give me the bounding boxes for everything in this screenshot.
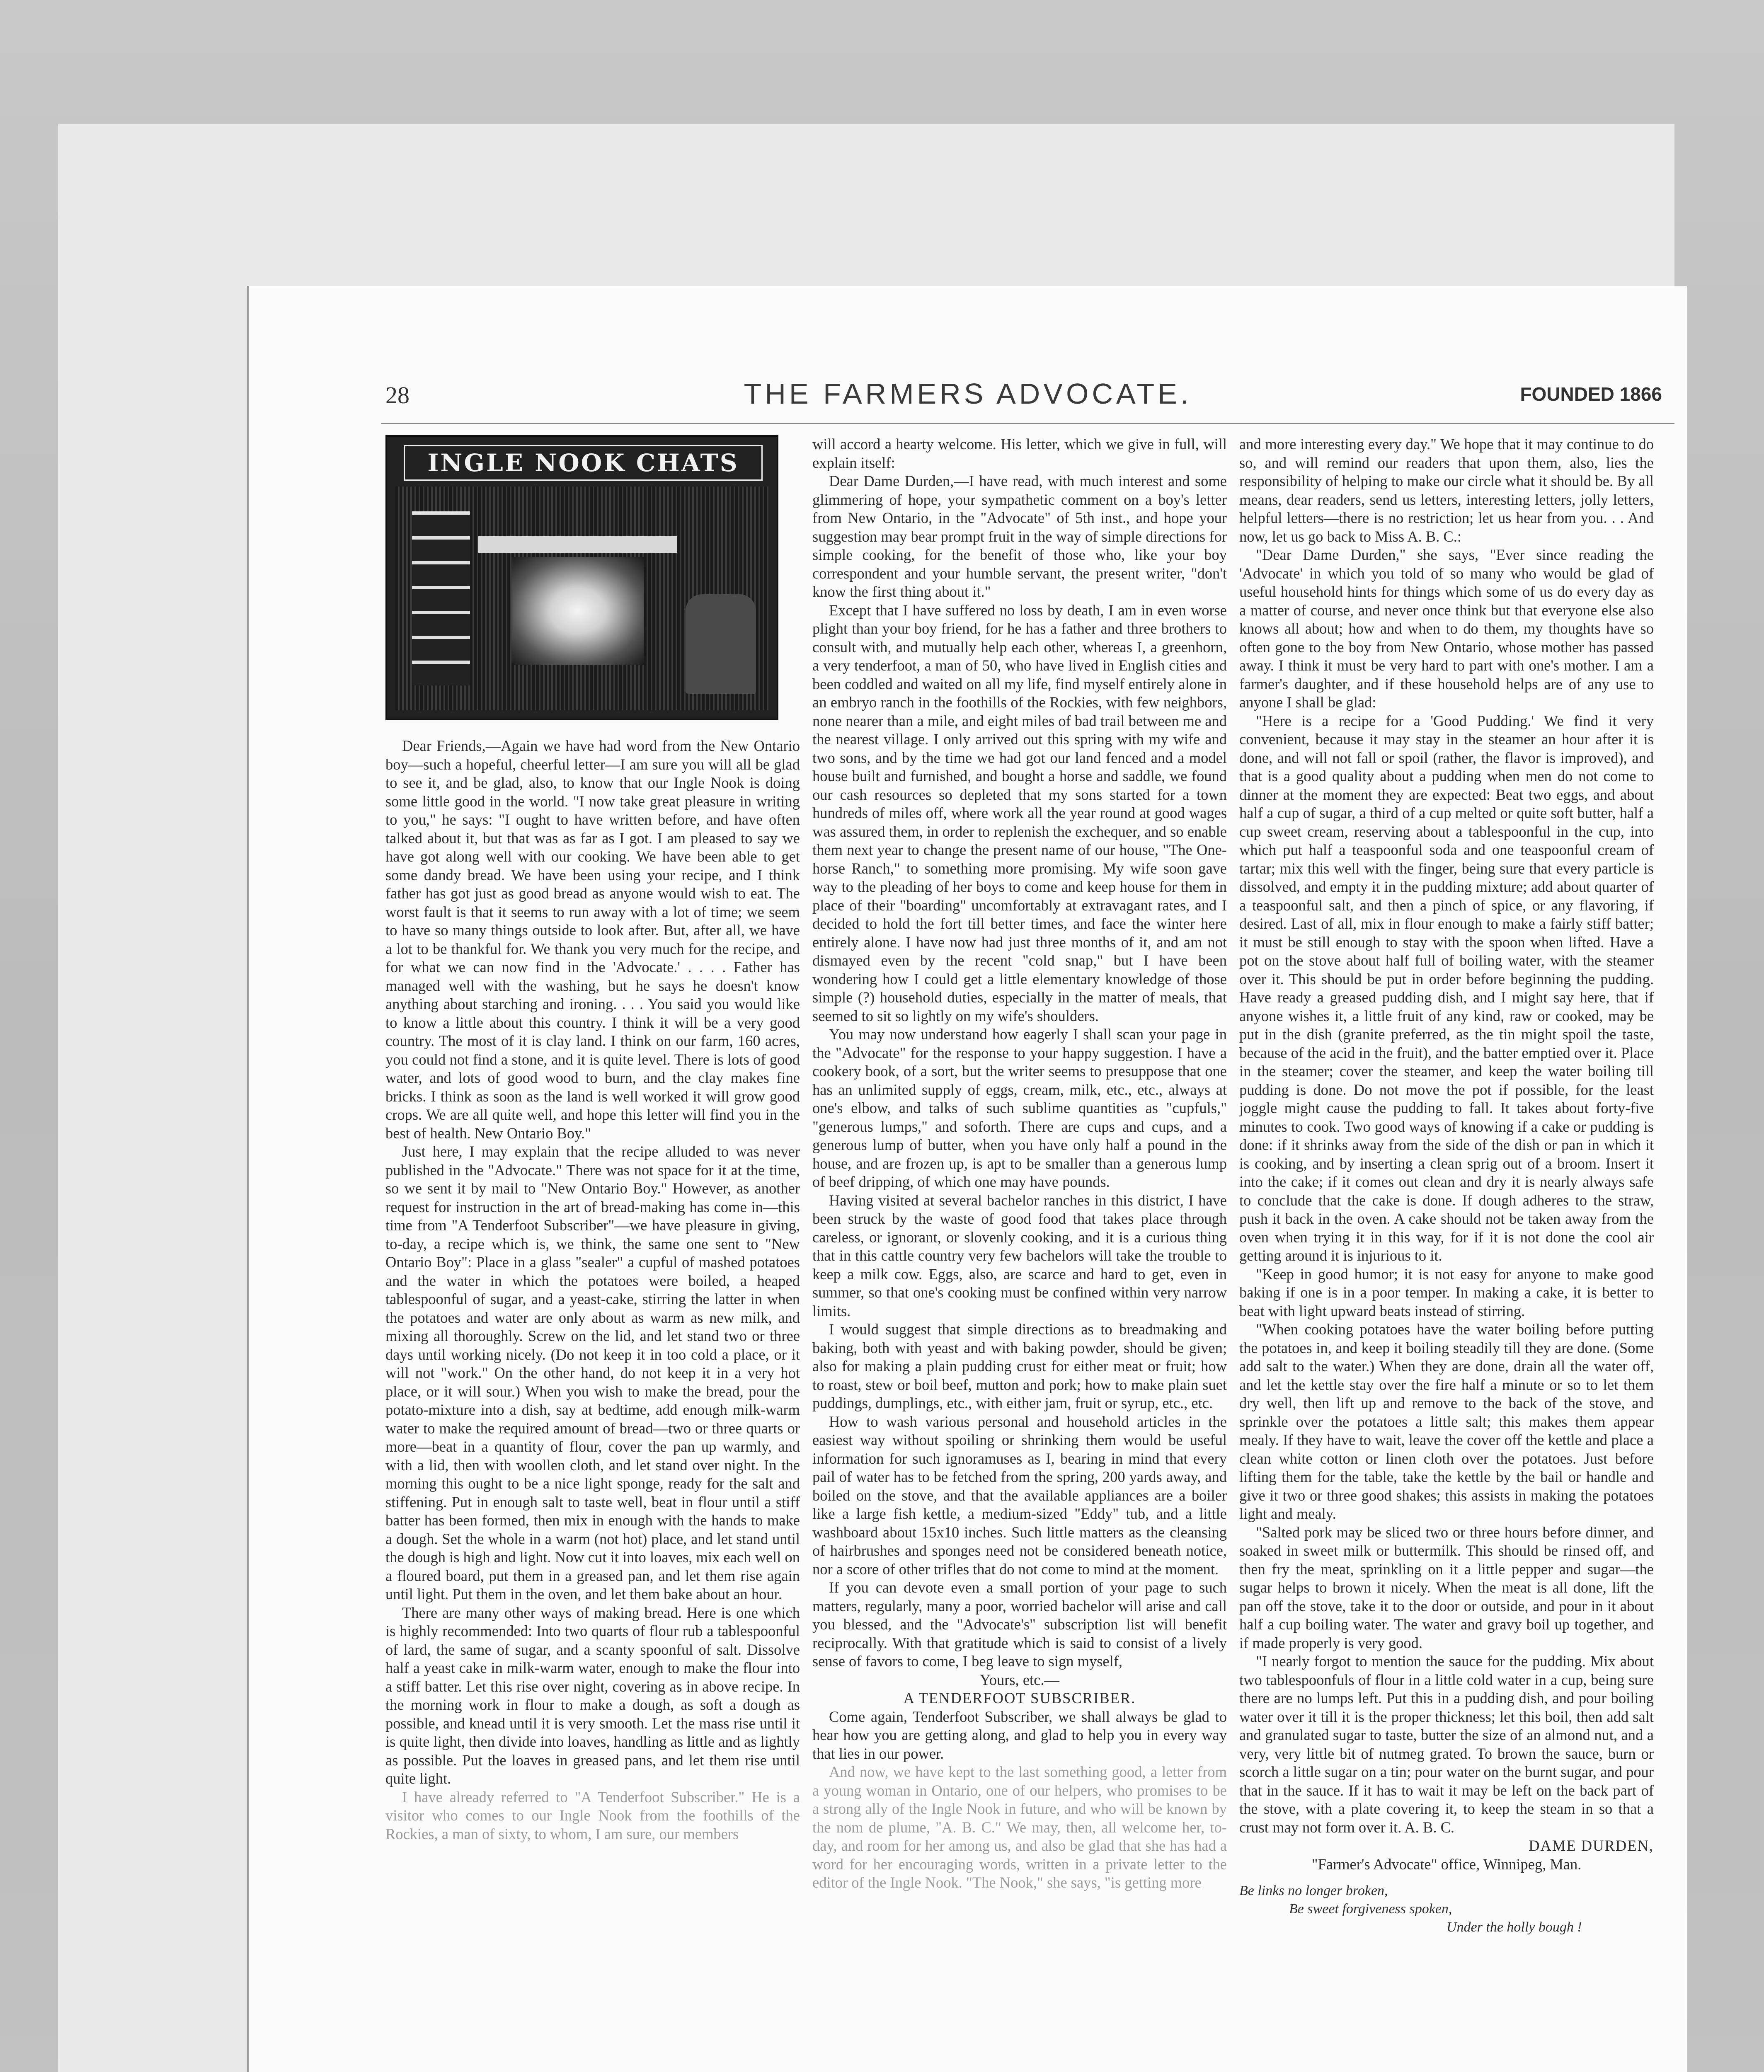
paragraph: There are many other ways of making bread. Here is one which is highly recommended: Into two quarts of flour rub a tablespoonful of lard, the same of sugar, and a scanty spoonful of salt. Dissolve half a yeast cake in milk-warm water, enough to make the flour into a stiff batter. Let this rise over night, covering as in above recipe. In the morning work in flour to make a dough, as soft a dough as possible, and knead until it is very smooth. Let the mass rise until it is quite light, then divide into loaves, handling as little and as lightly as possible. Put the loaves in greased pans, and let them rise until quite light. (385, 1604, 800, 1787)
paragraph: "I nearly forgot to mention the sauce for the pudding. Mix about two tablespoonfuls of flour in a little cold water in a cup, being sure there are no lumps left. Put this in a pudding dish, and pour boiling water over it till it is the proper thickness; let this boil, then add salt and granulated sugar to taste, butter the size of an almond nut, and a very, very little bit of nutmeg grated. To brown the sauce, burn or scorch a little sugar on a tin; pour water on the burnt sugar, and pour that in the sauce. If it has to wait it may be left on the back part of the stove, with a plate covering it, to keep the steam in so that a crust may not form over it. A. B. C. (1239, 1653, 1654, 1836)
header-rule (381, 423, 1674, 424)
paragraph: will accord a hearty welcome. His letter, which we give in full, will explain itself: (812, 436, 1227, 471)
masthead-title: THE FARMERS ADVOCATE. (744, 378, 1192, 410)
paragraph: How to wash various personal and household articles in the easiest way without spoiling or shrinking them would be useful information for such ignoramuses as I, bearing in mind that every pail of water has to be fetched from the spring, 200 yards away, and boiled on the stove, and that the available appliances are a boiler like a large fish kettle, a medium-sized "Eddy" tub, and a little washboard about 15x10 inches. Such little matters as the cleansing of hairbrushes and sponges need not be considered beneath notice, nor a score of other trifles that do not come to mind at the moment. (812, 1413, 1227, 1578)
column-2 (812, 435, 1227, 1892)
letter-closing: Yours, etc.— (980, 1671, 1059, 1688)
paragraph: Dear Friends,—Again we have had word from the New Ontario boy—such a hopeful, cheerful letter—I am sure you will all be glad to see it, and be glad, also, to know that our Ingle Nook is doing some little good in the world. "I now take great pleasure in writing to you," he says: "I ought to have written before, and have often talked about it, but that was as far as I got. I am pleased to say we have got along well with our cooking. We have been able to get some dandy bread. We have been using your recipe, and I think father has got just as good bread as anyone would wish to eat. The worst fault is that it seems to run away with a lot of time; we seem to have so many things outside to look after. But, after all, we have a lot to be thankful for. We thank you very much for the recipe, and for what we can now find in the 'Advocate.' . . . . Father has managed well with the washing, but he says he doesn't know anything about starching and ironing. . . . You said you would like to know a little about this country. I think it will be a very good country. The most of it is clay land. I think on our farm, 160 acres, you could not find a stone, and it is quite level. There is lots of good water, and lots of good wood to burn, and the clay makes fine bricks. I think as soon as the land is well worked it will grow good crops. We are all quite well, and hope this letter will find you in the best of health. New Ontario Boy." (385, 737, 800, 1142)
mantel-drawing (478, 536, 677, 553)
office-address: "Farmer's Advocate" office, Winnipeg, Man. (1311, 1855, 1582, 1873)
paragraph: If you can devote even a small portion of your page to such matters, regularly, many a poor, worried bachelor will arise and call you blessed, and the "Advocate's" subscription list will benefit reciprocally. With that gratitude which is said to consist of a lively sense of favors to come, I beg leave to sign myself, (812, 1579, 1227, 1670)
poem (1239, 1882, 1654, 1936)
paragraph: "Keep in good humor; it is not easy for anyone to make good baking if one is in a poor temper. In making a cake, it is better to beat with light upward beats instead of stirring. (1239, 1265, 1654, 1319)
poem-line: Under the holly bough ! (1447, 1920, 1582, 1935)
paragraph: Having visited at several bachelor ranches in this district, I have been struck by the waste of good food that takes place through careless, or ignorant, or slovenly cooking, and it is a curious thing that in this cattle country very few bachelors will take the trouble to keep a milk cow. Eggs, also, are scarce and hard to get, even in summer, so that one's cooking must be confined within very narrow limits. (812, 1191, 1227, 1319)
poem-line: Be sweet forgiveness spoken, (1289, 1901, 1452, 1917)
fireplace-scene (395, 487, 768, 710)
paragraph: "When cooking potatoes have the water boiling before putting the potatoes in, and keep it boiling steadily till they are done. (Some add salt to the water.) When they are done, drain all the water off, and let the kettle stay over the fire half a minute or so to let them dry well, then lift up and remove to the back of the stove, and sprinkle over the potatoes a little salt; this makes them appear mealy. If they have to wait, leave the cover off the kettle and place a clean white cotton or linen cloth over the potatoes. Just before lifting them for the table, take the kettle by the bail or handle and give it two or three good shakes; this assists in making the potatoes light and mealy. (1239, 1321, 1654, 1522)
dame-durden-signature: DAME DURDEN, (1529, 1837, 1654, 1854)
ingle-nook-illustration (385, 435, 778, 720)
paragraph: Dear Dame Durden,—I have read, with much interest and some glimmering of hope, your sympathetic comment on a boy's letter from New Ontario, in the "Advocate" of 5th inst., and hope your suggestion may bear prompt fruit in the way of simple directions for simple cooking, for the benefit of those who, like your boy correspondent and your humble servant, the present writer, "don't know the first thing about it." (812, 472, 1227, 600)
page-header (249, 377, 1687, 427)
paragraph: "Here is a recipe for a 'Good Pudding.' We find it very convenient, because it may stay in the steamer an hour after it is done, and will not fall or spoil (rather, the flavor is improved), and that is a good quality about a pudding when men do not come to dinner at the moment they are expected: Beat two eggs, and about half a cup of sugar, a third of a cup melted or quite soft butter, half a cup sweet cream, reserving about a tablespoonful in the cup, into which put half a teaspoonful soda and one teaspoonful cream of tartar; mix this well with the finger, being sure that every particle is dissolved, and empty it in the pudding mixture; add about quarter of a teaspoonful salt, and then a pinch of spice, or any flavoring, if desired. Last of all, mix in flour enough to make a fairly stiff batter; it must be still enough to stay with the spoon when lifted. Have a pot on the stove about half full of boiling water, with the steamer over it. This should be put in order before beginning the pudding. Have ready a greased pudding dish, and I might say here, that if anyone wishes it, a little fruit of any kind, raw or cooked, may be put in the dish (granite preferred, as the tin might spoil the taste, because of the acid in the fruit), and the batter emptied over it. Place in the steamer; cover the steamer, and keep the water boiling till pudding is done. Do not move the pot if possible, for the least joggle might cause the pudding to fall. It takes about forty-five minutes to cook. Two good ways of knowing if a cake or pudding is done: if it shrinks away from the side of the dish or pan in which it is cooking, and by inserting a clean sprig out of a broom. Insert it into the cake; if it comes out clean and dry it is nearly always safe to conclude that the cake is done. If dough adheres to the straw, push it back in the oven. A cake should not be taken away from the oven when trying it in this way, for if it is not done the cool air getting around it is injurious to it. (1239, 712, 1654, 1264)
paragraph: Just here, I may explain that the recipe alluded to was never published in the "Advocate." There was not space for it at the time, so we sent it by mail to "New Ontario Boy." However, as another request for instruction in the art of bread-making has come in—this time from "A Tenderfoot Subscriber"—we have pleasure in giving, to-day, a recipe which is, we think, the same one sent to "New Ontario Boy": Place in a glass "sealer" a cupful of mashed potatoes and the water in which the potatoes were boiled, a heaped tablespoonful of sugar, and a yeast-cake, stirring the latter in when the potatoes and water are only about as warm as new milk, and mixing all thoroughly. Screw on the lid, and let stand two or three days until working nicely. (Do not keep it in too cold a place, or it will not "work." On the other hand, do not keep it in a very hot place, or it will sour.) When you wish to make the bread, pour the potato-mixture into a dish, say at bedtime, add enough milk-warm water to make the required amount of bread—two or three quarts or more—beat in a quantity of flour, cover the pan up warmly, and with a lid, then with woollen cloth, and let stand over night. In the morning this ought to be a nice light sponge, ready for the salt and stiffening. Put in enough salt to taste well, beat in flour until a stiff batter has been formed, then mix in enough with the hands to make a dough. Set the whole in a warm (not hot) place, and let stand until the dough is high and light. Now cut it into loaves, mix each well on a floured board, put them in a greased pan, and let them rise again until light. Put them in the oven, and let them bake about an hour. (385, 1143, 800, 1602)
paragraph: "Salted pork may be sliced two or three hours before dinner, and soaked in sweet milk or buttermilk. This should be rinsed off, and then fry the meat, sprinkling on it a little pepper and sugar—the sugar helps to brown it nicely. When the meat is all done, lift the pan off the stove, take it to the door or outside, and pour in it about half a cup boiling water. The water and gravy boil up together, and if made properly is very good. (1239, 1523, 1654, 1651)
paragraph: You may now understand how eagerly I shall scan your page in the "Advocate" for the response to your happy suggestion. I have a cookery book, of a sort, but the writer seems to presuppose that one has an unlimited supply of eggs, cream, milk, etc., etc., always at one's elbow, and talks of such sublime quantities as "cupfuls," "generous lumps," and soforth. There are cups and cups, and a generous lump of butter, when you have only half a pound in the house, and are frozen up, is apt to be smaller than a generous lump of beef dripping, of which one may have pounds. (812, 1026, 1227, 1190)
paragraph: Come again, Tenderfoot Subscriber, we shall always be glad to hear how you are getting along, and glad to help you in every way that lies in our power. (812, 1708, 1227, 1762)
paragraph: I have already referred to "A Tenderfoot Subscriber." He is a visitor who comes to our Ingle Nook from the foothills of the Rockies, a man of sixty, to whom, I am sure, our members (385, 1788, 800, 1842)
armchair-drawing (686, 594, 756, 694)
poem-line: Be links no longer broken, (1239, 1883, 1388, 1898)
newspaper-page (249, 286, 1687, 2072)
paragraph: and more interesting every day." We hope that it may continue to do so, and will remind our readers that upon them, also, lies the responsibility of helping to make our circle what it should be. By all means, dear readers, send us letters, interesting letters, jolly letters, helpful letters—there is no restriction; let us hear from you. . . And now, let us go back to Miss A. B. C.: (1239, 436, 1654, 545)
column-1 (385, 435, 800, 1843)
bookshelf-drawing (412, 511, 470, 685)
paragraph: Except that I have suffered no loss by death, I am in even worse plight than your boy friend, for he has a father and three brothers to consult with, and mutually help each other, whereas I, a greenhorn, a very tenderfoot, a man of 50, who have lived in English cities and been coddled and waited on all my life, find myself entirely alone in an embryo ranch in the foothills of the Rockies, with few neighbors, none nearer than a mile, and eight miles of bad trail between me and the nearest village. I only arrived out this spring with my wife and two sons, and by the time we had got our land fenced and a model house built and furnished, and bought a horse and saddle, we found our cash resources so depleted that my sons started for a town hundreds of miles off, where work all the year round at good wages was assured them, in order to replenish the exchequer, and so enable them next year to change the present name of our house, "The One-horse Ranch," to something more promising. My wife soon gave way to the pleading of her boys to come and keep house for them in place of their "boarding" uncomfortably at extravagant rates, and I decided to hold the fort till better times, and face the winter here entirely alone. I have now had just three months of it, and am not dismayed even by the recent "cold snap," but I have been wondering how I could get a little elementary knowledge of those simple (?) household duties, especially in the matter of meals, that seemed to sit so lightly on my wife's shoulders. (812, 601, 1227, 1024)
founded-line: FOUNDED 1866 (1520, 383, 1662, 405)
paragraph: And now, we have kept to the last something good, a letter from a young woman in Ontario, one of our helpers, who promises to be a strong ally of the Ingle Nook in future, and who will be known by the nom de plume, "A. B. C." We may, then, all welcome her, to-day, and room for her among us, and also be glad that she has had a word for her encouraging words, written in a private letter to the editor of the Ingle Nook. "The Nook," she says, "is getting more (812, 1763, 1227, 1891)
illustration-title: INGLE NOOK CHATS (404, 445, 763, 481)
page-number: 28 (385, 382, 410, 409)
paragraph: I would suggest that simple directions as to breadmaking and baking, both with yeast and with baking powder, should be given; also for making a plain pudding crust for either meat or fruit; how to roast, stew or boil beef, mutton and pork; how to make plain suet puddings, dumplings, etc., with either jam, fruit or syrup, etc., etc. (812, 1321, 1227, 1411)
paragraph: "Dear Dame Durden," she says, "Ever since reading the 'Advocate' in which you told of so many who would be glad of useful household hints for things which some of us do every day as a matter of course, and never once think but that everyone else also knows all about; how and when to do them, my thoughts have so often gone to the boy from New Ontario, whose mother has passed away. I think it must be very hard to part with one's mother. I am a farmer's daughter, and if these household helps are of any use to anyone I shall be glad: (1239, 546, 1654, 711)
fire-drawing (511, 557, 644, 665)
letter-signature: A TENDERFOOT SUBSCRIBER. (903, 1690, 1136, 1706)
column-3 (1239, 435, 1654, 1936)
